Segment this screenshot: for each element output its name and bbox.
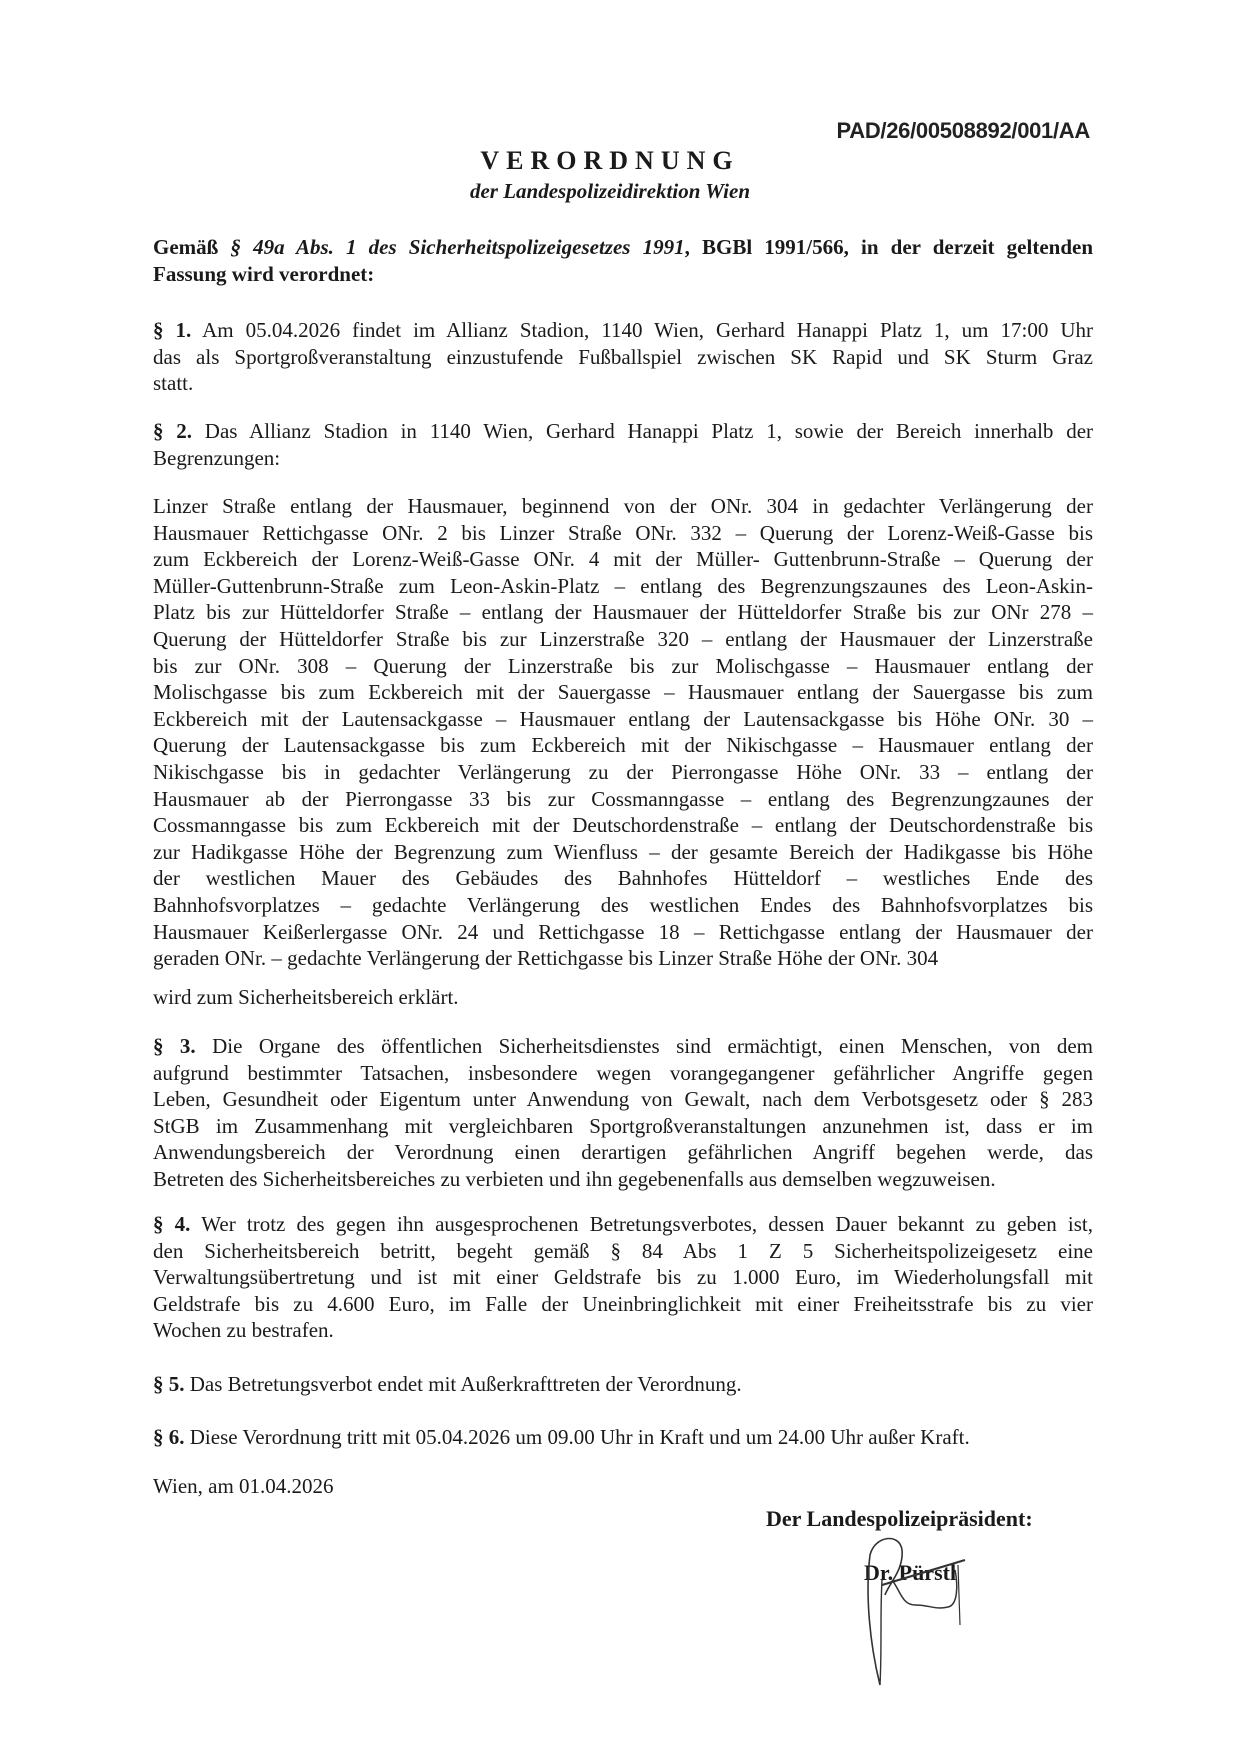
handwritten-signature (840, 1535, 990, 1695)
boundary-line: Molischgasse bis zum Eckbereich mit der Sauergasse – Hausmauer entlang der Sauergasse bis zum (153, 680, 1093, 705)
section-text: Das Betretungsverbot endet mit Außerkrafttreten der Verordnung. (184, 1372, 742, 1396)
section-line: Geldstrafe bis zu 4.600 Euro, im Falle der Uneinbringlichkeit mit einer Freiheitsstrafe bis zu vier (153, 1291, 1093, 1316)
section-text: Wer trotz des gegen ihn ausgesprochenen Betretungsverbotes, dessen Dauer bekannt zu geben ist, (190, 1212, 1093, 1236)
document-title: VERORDNUNG (480, 146, 740, 175)
section-text: Am 05.04.2026 findet im Allianz Stadion, 1140 Wien, Gerhard Hanappi Platz 1, um 17:00 Uhr (191, 318, 1093, 342)
legal-reference: § 49a Abs. 1 des Sicherheitspolizeigesetzes 1991 (230, 235, 685, 259)
boundary-line: zum Eckbereich der Lorenz-Weiß-Gasse ONr. 4 mit der Müller- Guttenbrunn-Straße – Querung der (153, 547, 1093, 572)
section-text: Das Allianz Stadion in 1140 Wien, Gerhard Hanappi Platz 1, sowie der Bereich innerhalb der (192, 419, 1094, 443)
boundary-line: Hausmauer Rettichgasse ONr. 2 bis Linzer Straße ONr. 332 – Querung der Lorenz-Weiß-Gasse bis (153, 520, 1093, 545)
boundary-description (153, 493, 1093, 972)
section-line: aufgrund bestimmter Tatsachen, insbesondere wegen vorangegangener gefährlicher Angriffe gegen (153, 1060, 1093, 1085)
section-number: § 4. (153, 1212, 191, 1236)
section-4 (153, 1211, 1093, 1344)
section-line: Begrenzungen: (153, 445, 281, 470)
signer-name: Dr. Pürstl (864, 1560, 957, 1585)
section-line: Betreten des Sicherheitsbereiches zu verbieten und ihn gegebenenfalls aus demselben wegzuweisen. (153, 1166, 996, 1191)
place-date: Wien, am 01.04.2026 (153, 1474, 334, 1498)
boundary-line: Nikischgasse bis in gedachter Verlängerung zu der Pierrongasse Höhe ONr. 33 – entlang der (153, 759, 1093, 784)
section-2 (153, 418, 1093, 471)
boundary-line: Hausmauer ab der Pierrongasse 33 bis zur Cossmanngasse – entlang des Begrenzungzaunes der (153, 786, 1093, 811)
section-line: Wochen zu bestrafen. (153, 1318, 334, 1343)
preamble-text: Gemäß (153, 235, 231, 259)
boundary-line: Querung der Hütteldorfer Straße bis zur Linzerstraße 320 – entlang der Hausmauer der Linzerstraße (153, 626, 1093, 651)
signer-title: Der Landespolizeipräsident: (766, 1506, 1033, 1531)
section-line: den Sicherheitsbereich betritt, begeht gemäß § 84 Abs 1 Z 5 Sicherheitspolizeigesetz eine (153, 1238, 1093, 1263)
boundary-line: Müller-Guttenbrunn-Straße zum Leon-Askin-Platz – entlang des Begrenzungszaunes des Leon-Askin- (153, 573, 1093, 598)
section-line: Anwendungsbereich der Verordnung einen derartigen gefährlichen Angriff begehen werde, das (153, 1140, 1093, 1165)
section-text: Diese Verordnung tritt mit 05.04.2026 um 09.00 Uhr in Kraft und um 24.00 Uhr außer Kraft. (184, 1425, 970, 1449)
boundary-line: Linzer Straße entlang der Hausmauer, beginnend von der ONr. 304 in gedachter Verlängerung der (153, 494, 1093, 518)
section-line: Verwaltungsübertretung und ist mit einer Geldstrafe bis zu 1.000 Euro, im Wiederholungsfall mit (153, 1265, 1093, 1290)
boundary-line: bis zur ONr. 308 – Querung der Linzerstraße bis zur Molischgasse – Hausmauer entlang der (153, 653, 1093, 678)
preamble-text: , BGBl 1991/566, in der derzeit geltenden (684, 235, 1093, 259)
preamble-line (153, 234, 1093, 261)
preamble (153, 234, 1093, 287)
section-number: § 2. (153, 419, 193, 443)
section-number: § 1. (153, 318, 192, 342)
section-line (153, 1033, 1093, 1060)
preamble-line: Fassung wird verordnet: (153, 261, 375, 286)
boundary-line: zur Hadikgasse Höhe der Begrenzung zum Wienfluss – der gesamte Bereich der Hadikgasse bis Höhe (153, 839, 1093, 864)
boundary-line: Cossmanngasse bis zum Eckbereich mit der Deutschordenstraße – entlang der Deutschordenstraße bis (153, 813, 1093, 838)
boundary-line: Hausmauer Keißerlergasse ONr. 24 und Rettichgasse 18 – Rettichgasse entlang der Hausmauer der (153, 919, 1093, 944)
section-1 (153, 317, 1093, 397)
section-3 (153, 1033, 1093, 1193)
boundary-conclusion-text: wird zum Sicherheitsbereich erklärt. (153, 985, 459, 1009)
section-number: § 3. (153, 1034, 196, 1058)
boundary-line: der westlichen Mauer des Gebäudes des Bahnhofes Hütteldorf – westliches Ende des (153, 866, 1093, 891)
reference-number: PAD/26/00508892/001/AA (836, 118, 1090, 143)
section-line: Leben, Gesundheit oder Eigentum unter Anwendung von Gewalt, nach dem Verbotsgesetz oder § 283 (153, 1087, 1093, 1112)
section-line (153, 1371, 1093, 1398)
boundary-line: geraden ONr. – gedachte Verlängerung der Rettichgasse bis Linzer Straße Höhe der ONr. 304 (153, 946, 939, 971)
boundary-line: Querung der Lautensackgasse bis zum Eckbereich mit der Nikischgasse – Hausmauer entlang der (153, 733, 1093, 758)
section-number: § 6. (153, 1425, 185, 1449)
section-line (153, 317, 1093, 344)
section-6 (153, 1424, 1093, 1451)
section-line: StGB im Zusammenhang mit vergleichbaren Sportgroßveranstaltungen anzunehmen ist, dass er im (153, 1113, 1093, 1138)
section-line: statt. (153, 371, 194, 396)
section-5 (153, 1371, 1093, 1398)
section-line (153, 418, 1093, 445)
section-line (153, 1424, 1093, 1451)
section-line (153, 1211, 1093, 1238)
boundary-line: Eckbereich mit der Lautensackgasse – Hausmauer entlang der Lautensackgasse bis Höhe ONr. 30 – (153, 706, 1093, 731)
section-line: das als Sportgroßveranstaltung einzustufende Fußballspiel zwischen SK Rapid und SK Sturm Graz (153, 344, 1093, 369)
section-text: Die Organe des öffentlichen Sicherheitsdienstes sind ermächtigt, einen Menschen, von dem (195, 1034, 1093, 1058)
boundary-conclusion (153, 984, 1093, 1011)
document-subtitle: der Landespolizeidirektion Wien (469, 179, 750, 203)
section-number: § 5. (153, 1372, 185, 1396)
boundary-line: Platz bis zur Hütteldorfer Straße – entlang der Hausmauer der Hütteldorfer Straße bis zur ONr 278 – (153, 600, 1093, 625)
boundary-line: Bahnhofsvorplatzes – gedachte Verlängerung des westlichen Endes des Bahnhofsvorplatzes bis (153, 892, 1093, 917)
